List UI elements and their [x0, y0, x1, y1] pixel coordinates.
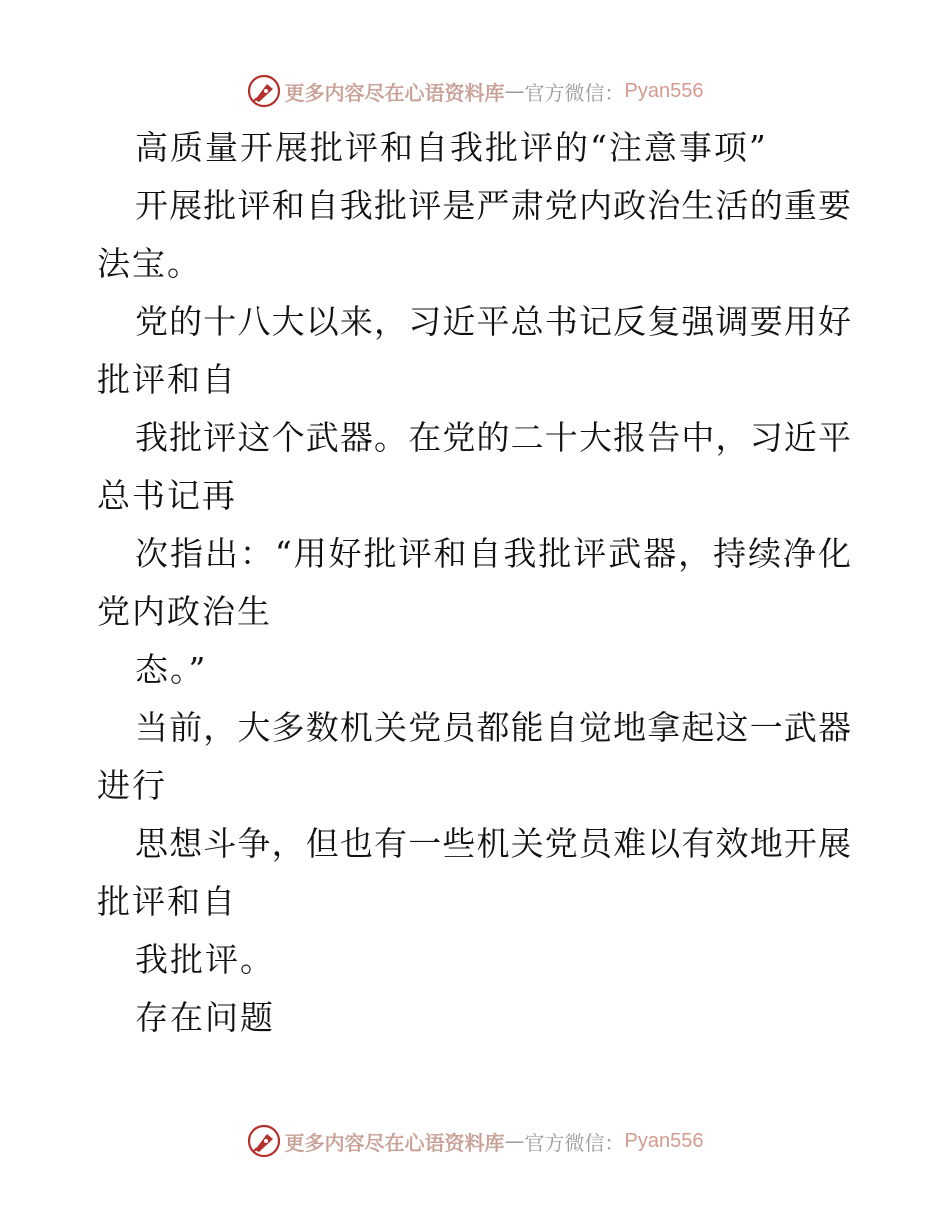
text-line: 当前，大多数机关党员都能自觉地拿起这一武器 — [135, 708, 851, 747]
text-line: 党内政治生 — [97, 592, 272, 631]
banner-subtitle: 官方微信： — [524, 1130, 625, 1155]
text-line: 法宝。 — [97, 244, 202, 283]
text-line: 党的十八大以来，习近平总书记反复强调要用好 — [135, 302, 851, 341]
document-title: 高质量开展批评和自我批评的“注意事项” — [135, 128, 768, 167]
text-line: 进行 — [97, 766, 167, 805]
banner-subtitle: 官方微信： — [524, 80, 625, 105]
banner-separator: — — [504, 1129, 525, 1153]
pen-nib-logo-icon — [247, 74, 281, 108]
banner-title: 更多内容尽在心语资料库 — [284, 80, 505, 105]
text-line: 我批评这个武器。在党的二十大报告中，习近平 — [135, 418, 851, 457]
text-line: 开展批评和自我批评是严肃党内政治生活的重要 — [135, 186, 851, 225]
banner-wechat-id: Pyan556 — [624, 79, 704, 102]
pen-nib-logo-icon — [247, 1124, 281, 1158]
text-line: 思想斗争，但也有一些机关党员难以有效地开展 — [135, 824, 851, 863]
text-line: 总书记再 — [97, 476, 237, 515]
header-banner — [0, 71, 950, 111]
text-line: 我批评。 — [135, 940, 275, 979]
section-heading: 存在问题 — [135, 998, 275, 1037]
footer-banner — [0, 1121, 950, 1161]
text-line: 次指出：“用好批评和自我批评武器，持续净化 — [135, 534, 851, 573]
banner-separator: — — [504, 79, 525, 103]
banner-wechat-id: Pyan556 — [624, 1129, 704, 1152]
banner-title: 更多内容尽在心语资料库 — [284, 1130, 505, 1155]
text-line: 批评和自 — [97, 882, 237, 921]
text-line: 态。” — [135, 650, 208, 689]
text-line: 批评和自 — [97, 360, 237, 399]
